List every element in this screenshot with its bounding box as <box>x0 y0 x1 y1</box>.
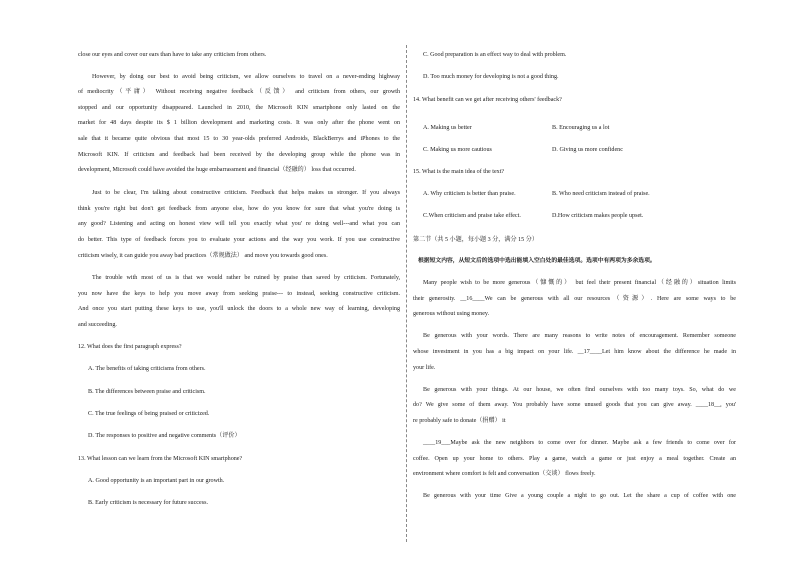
q14-option-c: C. Making us more cautious <box>423 147 492 153</box>
column-divider <box>406 45 407 542</box>
paragraph-line: re probably safe to donate（捐赠） it <box>413 418 506 424</box>
paragraph-line: development, Microsoft could have avoided the huge embarrassment and financial（经融的） loss that occurred. <box>78 167 356 173</box>
q14-option-a: A. Making us better <box>423 125 472 131</box>
paragraph-line: their generosity. __16____We can be generous with all our resources（资源）. Here are some ways to be <box>413 296 736 302</box>
right-column <box>413 0 736 562</box>
q13-option-a: A. Good opportunity is an important part in our growth. <box>88 478 225 484</box>
question-12: 12. What does the first paragraph express? <box>78 344 182 350</box>
paragraph-line: sale that it became quite obvious that most 15 to 30 year-olds preferred Androids, BlackBerrys and iPhones to the <box>78 136 400 142</box>
paragraph-line: and succeeding. <box>78 322 117 328</box>
q13-option-c: C. Good preparation is an effect way to deal with problem. <box>423 52 567 58</box>
paragraph-line: Be generous with your time Give a young couple a night to go out. Let the share a cup of coffee with one <box>423 493 736 499</box>
q14-option-b: B. Encouraging us a lot <box>552 125 610 131</box>
question-14: 14. What benefit can we get after receiving others' feedback? <box>413 97 562 103</box>
paragraph-line: Just to be clear, I'm talking about constructive criticism. Feedback that helps makes us stronger. If you always <box>92 190 400 196</box>
paragraph-line: Microsoft KIN. If criticism and feedback had been received by the developing group while the phone was in <box>78 152 400 158</box>
paragraph-line: And once you start putting these keys to use, you'll unlock the doors to a whole new way of learning, developing <box>78 306 400 312</box>
q13-option-d: D. Too much money for developing is not a good thing. <box>423 74 559 80</box>
paragraph-line: think you're right but don't get feedback from anyone else, how do you know for sure that what you're doing is <box>78 206 400 212</box>
paragraph-line: generous without using money. <box>413 311 490 317</box>
paragraph-line: whose investment in you has a big impact on your life. __17____Let him know about the difference he made in <box>413 349 736 355</box>
paragraph-line: do? We give some of them away. You probably have some unused goods that you can give away. ____18__, you' <box>413 402 736 408</box>
q15-option-d: D.How criticism makes people upset. <box>552 213 644 219</box>
q15-option-c: C.When criticism and praise take effect. <box>423 213 521 219</box>
q13-option-b: B. Early criticism is necessary for future success. <box>88 500 208 506</box>
q12-option-c: C. The true feelings of being praised or criticized. <box>88 411 210 417</box>
paragraph-line: market for 48 days despite its $ 1 billion development and marketing costs. It was only after the phone went on <box>78 120 400 126</box>
section-heading: 第二节（共 5 小题，每小题 3 分，满分 15 分） <box>413 237 538 243</box>
paragraph-line: Be generous with your things. At our house, we often find ourselves with too many toys. So, what do we <box>423 387 736 393</box>
text-line: close our eyes and cover our ears than have to take any criticism from others. <box>78 52 267 58</box>
paragraph-line: you now have the keys to help you move away from seeking praise--- to instead, seeking constructive criticism. <box>78 291 400 297</box>
q15-option-a: A. Why criticism is better than praise. <box>423 191 516 197</box>
paragraph-line: of mediocrity（平庸） Without receiving negative feedback（反馈） and criticism from others, our growth <box>78 89 400 95</box>
paragraph-line: ____19___Maybe ask the new neighbors to come over for dinner. Maybe ask a few friends to come over for <box>423 440 736 446</box>
paragraph-line: Many people wish to be more generous（慷慨的） but feel their present financial（经融的）situation limits <box>423 280 736 286</box>
paragraph-line: your life. <box>413 365 436 371</box>
q15-option-b: B. Who need criticism instead of praise. <box>552 191 650 197</box>
paragraph-line: criticism wisely, it can guide you away bad practices（常规做法） and move you towards good ones. <box>78 253 328 259</box>
paragraph-line: coffee. Open up your home to others. Play a game, watch a game or just enjoy a meal together. Create an <box>413 456 736 462</box>
question-15: 15. What is the main idea of the text? <box>413 169 505 175</box>
q12-option-a: A. The benefits of taking criticisms from others. <box>88 366 206 372</box>
question-13: 13. What lesson can we learn from the Microsoft KIN smartphone? <box>78 456 243 462</box>
section-instructions: 根据短文内容，从短文后的选项中选出能填入空白处的最佳选项。选项中有两项为多余选项。 <box>418 258 656 264</box>
paragraph-line: stopped and our opportunity disappeared. Launched in 2010, the Microsoft KIN smartphone only lasted on the <box>78 105 400 111</box>
paragraph-line: environment where comfort is felt and conversation（交谈） flows freely. <box>413 471 596 477</box>
paragraph-line: do better. This type of feedback forces you to evaluate your actions and the way you work. If you use constructive <box>78 237 400 243</box>
paragraph-line: any good? Listening and acting on honest view will tell you exactly what you' re doing well---and what you can <box>78 221 400 227</box>
left-column <box>78 0 400 562</box>
q14-option-d: D. Giving us more confidenc <box>552 147 623 153</box>
paragraph-line: The trouble with most of us is that we would rather be ruined by praise than saved by criticism. Fortunately, <box>92 275 400 281</box>
q12-option-b: B. The differences between praise and criticism. <box>88 389 206 395</box>
paragraph-line: However, by doing our best to avoid being criticism, we allow ourselves to travel on a never-ending highway <box>92 74 400 80</box>
q12-option-d: D. The responses to positive and negative comments（评价） <box>88 433 241 439</box>
paragraph-line: Be generous with your words. There are many reasons to write notes of encouragement. Remember someone <box>423 333 736 339</box>
